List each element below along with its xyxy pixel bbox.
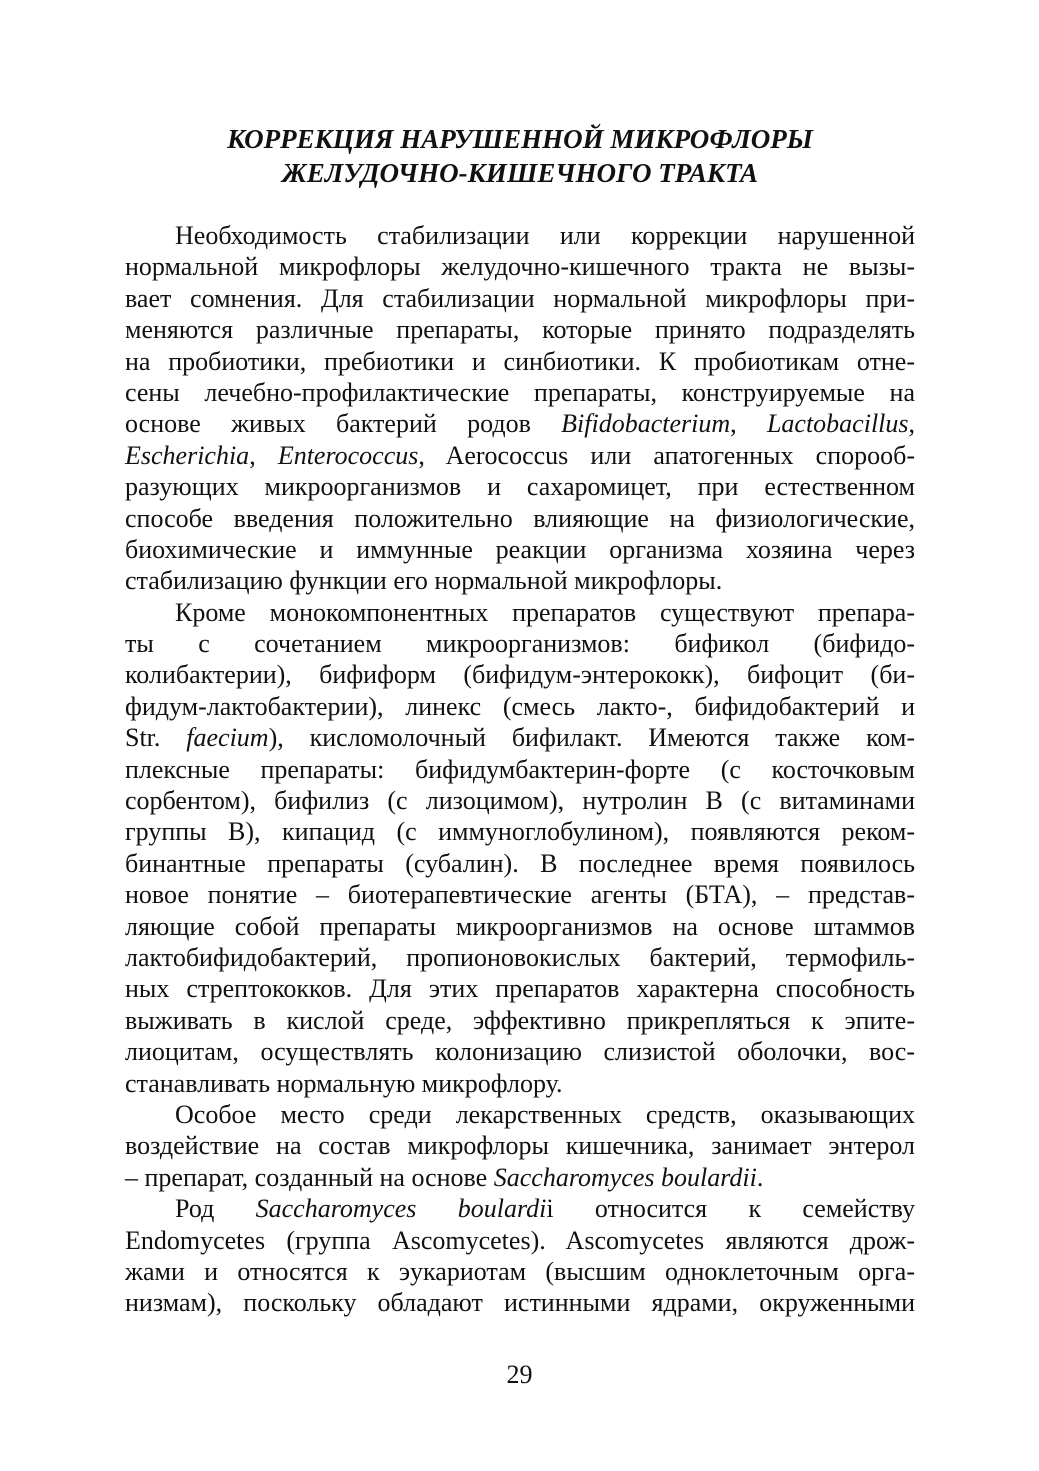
- text-line: [125, 1068, 915, 1099]
- text-line: [125, 973, 915, 1004]
- text-segment: воздействие на состав микрофлоры кишечника, занимает энтерол: [125, 1131, 915, 1161]
- text-segment: ,: [249, 440, 278, 470]
- text-segment: лиоцитам, осуществлять колонизацию слизистой оболочки, вос-: [125, 1037, 915, 1067]
- text-segment: ,: [908, 409, 916, 439]
- text-line: [125, 1162, 915, 1193]
- text-line: [125, 1005, 915, 1036]
- text-segment: вает сомнения. Для стабилизации нормальной микрофлоры при-: [125, 283, 915, 313]
- italic-term: boulardi: [457, 1194, 547, 1224]
- text-segment: Endomycetes (группа Ascomycetes). Ascomycetes являются дрож-: [125, 1225, 915, 1255]
- page-title: [125, 122, 915, 190]
- text-segment: ляющие собой препараты микроорганизмов на основе штаммов: [125, 911, 915, 941]
- text-segment: на пробиотики, пребиотики и синбиотики. К пробиотикам отне-: [125, 346, 915, 376]
- text-line: [125, 1099, 915, 1130]
- text-line: [125, 691, 915, 722]
- text-segment: основе живых бактерий родов: [125, 409, 562, 439]
- text-line: [125, 722, 915, 753]
- text-segment: низмам), поскольку обладают истинными ядрами, окруженными: [125, 1288, 915, 1318]
- text-segment: ты с сочетанием микроорганизмов: бификол (бифидо-: [125, 629, 915, 659]
- page-number: 29: [506, 1360, 533, 1389]
- text-line: [125, 565, 915, 596]
- text-line: [125, 408, 915, 439]
- text-segment: ,: [730, 409, 767, 439]
- text-line: [125, 251, 915, 282]
- text-line: [125, 1036, 915, 1067]
- text-segment: станавливать нормальную микрофлору.: [125, 1068, 563, 1098]
- text-segment: сорбентом), бифилиз (с лизоцимом), нутролин В (с витаминами: [125, 786, 915, 816]
- text-line: [125, 1130, 915, 1161]
- text-segment: Особое место среди лекарственных средств, оказывающих: [175, 1099, 915, 1129]
- text-segment: , Aerococcus или апатогенных спорооб-: [418, 440, 916, 470]
- text-segment: биохимические и иммунные реакции организма хозяина через: [125, 534, 915, 564]
- text-segment: выживать в кислой среде, эффективно прикрепляться к эпите-: [125, 1005, 915, 1035]
- text-line: [125, 314, 915, 345]
- text-line: [125, 785, 915, 816]
- text-segment: фидум-лактобактерии), линекс (смесь лакто-, бифидобактерий и: [125, 691, 915, 721]
- text-segment: группы В), кипацид (с иммуноглобулином), появляются реком-: [125, 817, 915, 847]
- text-line: [125, 879, 915, 910]
- text-line: [125, 377, 915, 408]
- text-line: [125, 503, 915, 534]
- text-line: [125, 283, 915, 314]
- text-line: [125, 1287, 915, 1318]
- text-segment: [416, 1194, 457, 1223]
- italic-term: Lactobacillus: [766, 409, 909, 439]
- text-segment: .: [756, 1162, 764, 1192]
- text-line: [125, 1256, 915, 1287]
- italic-term: Enterococcus: [277, 440, 419, 470]
- text-segment: Необходимость стабилизации или коррекции нарушенной: [175, 221, 915, 250]
- text-line: [125, 816, 915, 847]
- text-segment: меняются различные препараты, которые принято подразделять: [125, 315, 915, 345]
- text-line: [125, 659, 915, 690]
- text-line: [125, 628, 915, 659]
- text-segment: Str.: [125, 723, 187, 753]
- text-line: [125, 220, 915, 251]
- text-segment: ), кисломолочный бифилакт. Имеются также ком-: [268, 723, 915, 753]
- text-segment: ных стрептококков. Для этих препаратов характерна способность: [125, 974, 915, 1004]
- text-line: [125, 440, 915, 471]
- text-line: [125, 471, 915, 502]
- text-line: [125, 754, 915, 785]
- body-text: [125, 220, 915, 1319]
- text-segment: i относится к семейству: [546, 1194, 916, 1224]
- text-line: [125, 911, 915, 942]
- text-segment: сены лечебно-профилактические препараты, конструируемые на: [125, 377, 915, 407]
- title-line-2: ЖЕЛУДОЧНО-КИШЕЧНОГО ТРАКТА: [282, 158, 758, 188]
- text-segment: плексные препараты: бифидумбактерин-форте (с косточковым: [125, 754, 915, 784]
- text-segment: колибактерии), бифиформ (бифидум-энтерококк), бифоцит (би-: [125, 660, 915, 690]
- italic-term: Saccharomyces boulardii: [493, 1162, 757, 1192]
- text-segment: стабилизацию функции его нормальной микрофлоры.: [125, 566, 723, 596]
- text-segment: новое понятие – биотерапевтические агенты (БТА), – представ-: [125, 880, 915, 910]
- text-segment: – препарат, созданный на основе: [125, 1162, 494, 1192]
- italic-term: Bifidobacterium: [561, 409, 731, 439]
- text-line: [125, 848, 915, 879]
- title-line-1: КОРРЕКЦИЯ НАРУШЕННОЙ МИКРОФЛОРЫ: [227, 124, 813, 154]
- text-line: [125, 534, 915, 565]
- text-line: [125, 597, 915, 628]
- text-line: [125, 346, 915, 377]
- text-line: [125, 1225, 915, 1256]
- italic-term: Escherichia: [125, 440, 250, 470]
- text-segment: способе введения положительно влияющие на физиологические,: [125, 503, 915, 533]
- italic-term: Saccharomyces: [255, 1194, 417, 1224]
- text-segment: бинантные препараты (субалин). В последнее время появилось: [125, 848, 915, 878]
- text-segment: жами и относятся к эукариотам (высшим одноклеточным орга-: [125, 1256, 915, 1286]
- text-segment: Род: [175, 1194, 256, 1224]
- text-segment: нормальной микрофлоры желудочно-кишечного тракта не вызы-: [125, 252, 915, 282]
- italic-term: faecium: [186, 723, 269, 753]
- text-segment: лактобифидобактерий, пропионовокислых бактерий, термофиль-: [125, 942, 915, 972]
- text-line: [125, 942, 915, 973]
- text-segment: Кроме монокомпонентных препаратов существуют препара-: [175, 597, 915, 627]
- text-line: [125, 1193, 915, 1224]
- text-segment: разующих микроорганизмов и сахаромицет, при естественном: [125, 472, 915, 502]
